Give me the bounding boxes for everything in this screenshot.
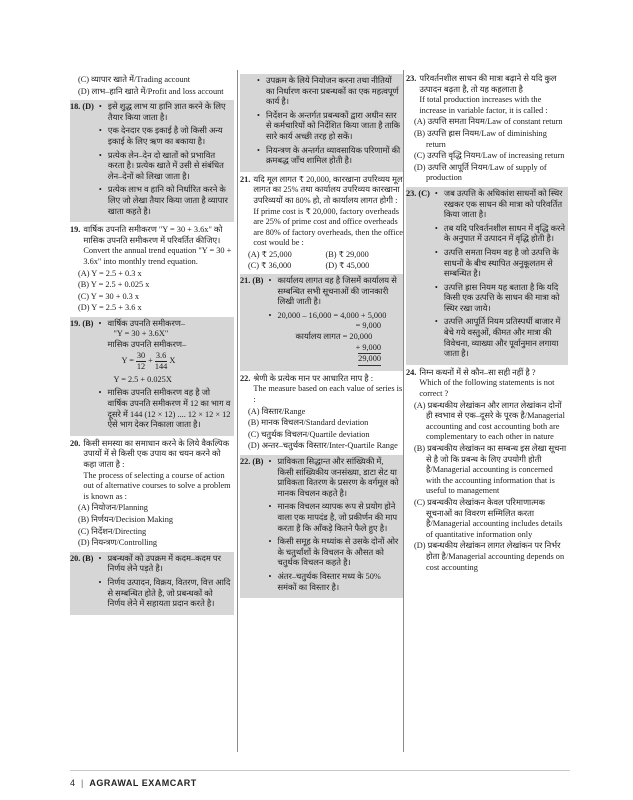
answer-point: • उपक्रम के लिये नियोजन करना तथा नीतियों का निर्धारण करना प्रबन्धकों का एक महत्वपूर्ण कार्य है।: [266, 76, 401, 108]
question-20: [70, 439, 234, 503]
option-b: (B) उत्पत्ति ह्रास नियम/Law of diminishing return: [414, 128, 547, 149]
question-hindi: किसी समस्या का समाधान करने के लिये वैकल्पिक उपायों में से किसी एक उपाय का चयन करने को कहा जाता है :: [83, 438, 230, 469]
question-21: [240, 175, 403, 249]
answer-point: • उत्पत्ति ह्रास नियम यह बताता है कि यदि किसी एक उत्पत्ति के साधन की मात्रा को स्थिर रखा जाये।: [444, 283, 566, 315]
page-footer: [70, 778, 197, 788]
option-d: (D) नियन्त्रण/Controlling: [78, 538, 157, 548]
monthly-formula: [107, 351, 232, 373]
question-hindi: यदि मूल लागत ₹ 20,000, कारखाना उपरिव्यय मूल लागत का 25% तथा कार्यालय उपरिव्यय कारखाना उपरिव्ययों का 80% हो, तो कार्यालय लागत होगी :: [253, 174, 403, 205]
answer-key: (B): [252, 457, 264, 466]
answer-number: 20.: [70, 553, 81, 563]
option-a: (A) नियोजन/Planning: [78, 503, 148, 513]
column-3: [406, 74, 568, 574]
question-number: 21.: [240, 174, 251, 184]
column-2: [240, 74, 403, 601]
plus-sign: +: [148, 356, 153, 366]
answer-point: • प्रबन्धकों को उपक्रम में कदम–कदम पर निर्णय लेने पड़ते है।: [107, 554, 232, 575]
answer-point: • निर्देशन के अन्तर्गत प्रबन्धकों द्वारा अधीन स्तर से कर्मचारियों को निर्देशित किया जाता है ताकि सारे कार्य अच्छी तरह हो सकें।: [266, 111, 401, 143]
footer-rule: [70, 770, 570, 771]
answer-point: • जब उत्पत्ति के अधिकांश साधनों को स्थिर रखकर एक साधन की मात्रा को परिवर्तित किया जाता है।: [444, 189, 566, 221]
option-a: (A) Y = 2.5 + 0.3 x: [78, 268, 142, 278]
option-c: (C) उत्पत्ति वृद्धि नियम/Law of increasing return: [414, 151, 565, 161]
calc-total: 29,000: [358, 353, 381, 366]
answer-23: [406, 187, 568, 365]
answer-key: (C): [418, 188, 430, 198]
answer-21: [240, 274, 403, 371]
question-english: The process of selecting a course of action out of alternative courses to solve a problem is known as :: [83, 470, 231, 501]
option-c: (C) व्यापार खाते में/Trading account: [78, 75, 191, 84]
answer-number: 21.: [240, 276, 251, 286]
page-number: 4: [70, 778, 76, 788]
answer-point: • अंतर–चतुर्थक विस्तार मध्य के 50% समंकों का विस्तार है।: [277, 572, 401, 593]
answer-point: • मानक विचलन व्यापक रूप से प्रयोग होने वाला एक मापदंड है, जो प्रकीर्णन की माप करता है कि आँकड़े कितने फैले हुए है।: [277, 502, 401, 534]
calc-line: कार्यालय लागत = 20,000: [295, 332, 373, 342]
answer-number: 19.: [70, 318, 81, 328]
option-c: (C) प्रबन्धकीय लेखांकन केवल परिमाणात्मक सूचनाओं का विवरण सम्मिलित करता है/Managerial accounting includes details of quantitative information only: [414, 497, 563, 539]
answer-key: (B): [252, 276, 264, 286]
denominator: 144: [154, 362, 168, 372]
question-22: [240, 374, 403, 406]
question-number: 22.: [240, 373, 251, 383]
option-d: (D) प्रबन्धकीय लेखांकन लागत लेखांकन पर निर्भर होता है/Managerial accounting depends on cost accounting: [414, 541, 565, 572]
answer-point: • तब यदि परिवर्तनशील साधन में वृद्धि करने के अनुपात में उत्पादन में वृद्धि होती है।: [444, 224, 566, 245]
answer-22: [240, 455, 403, 598]
option-b: (B) निर्णयन/Decision Making: [78, 514, 173, 524]
option-b: (B) ₹ 29,000: [325, 249, 369, 259]
answer-point: • प्राविकता सिद्धान्त और सांख्यिकी में, किसी सांख्यिकीय जनसंख्या, डाटा सेट या प्राविकता वितरण के प्रसरण के वर्गमूल को मानक विचलन कहते है।: [277, 457, 401, 499]
question-english: If total production increases with the increase in variable factor, it is called :: [419, 95, 548, 115]
option-c: (C) चतुर्थक विचलन/Quartile deviation: [248, 429, 370, 439]
question-number: 23.: [406, 74, 417, 83]
answer-point: • इसे शुद्ध लाभ या हानि ज्ञात करने के लिए तैयार किया जाता है।: [108, 102, 232, 123]
answer-point: • वार्षिक उपनति समीकरण–: [107, 318, 186, 328]
option-c: (C) निर्देशन/Directing: [78, 526, 147, 536]
answer-point: • नियन्त्रण के अन्तर्गत व्यावसायिक परिणामों की क्रमबद्ध जाँच शामिल होती है।: [266, 146, 401, 167]
question-19: [70, 225, 234, 267]
option-d: (D) उत्पत्ति आपूर्ति नियम/Law of supply of production: [414, 162, 547, 183]
answer-point: • एक देनदार एक इकाई है जो किसी अन्य इकाई के लिए ऋण का बकाया है।: [108, 126, 232, 147]
option-d: (D) लाभ–हानि खाते में/Profit and loss account: [78, 86, 224, 96]
option-b: (B) Y = 2.5 + 0.025 x: [78, 280, 150, 290]
answer-point: • मासिक उपनति समीकरण वह है जो वार्षिक उपनति समीकरण में 12 का भाग व दूसरे में 144 (12 × 12) .... 12 × 12 × 12 ऐसे भाग देकर निकाला जाता है।: [107, 388, 232, 430]
fraction-1: [136, 351, 146, 373]
brand-logo: AGRAWAL EXAMCART: [89, 778, 197, 788]
column-1: [70, 74, 234, 618]
question-hindi: परिवर्तनशील साधन की मात्रा बढ़ाने से यदि कुल उत्पादन बढ़ता है, तो यह कहलाता है: [419, 74, 557, 94]
option-c: (C) Y = 30 + 0.3 x: [78, 291, 140, 301]
option-d: (D) Y = 2.5 + 3.6 x: [78, 303, 142, 313]
answer-point: • उत्पत्ति समता नियम वह है जो उत्पत्ति के साधनों के बीच स्थापित अनुकूलतम से सम्बन्धित है।: [444, 248, 566, 280]
numerator: 30: [136, 351, 146, 363]
answer-key: (B): [82, 318, 94, 328]
question-english: The measure based on each value of series is :: [253, 384, 403, 405]
variable-x: X: [169, 356, 176, 366]
question-24: [406, 368, 568, 400]
options-grid: [240, 250, 403, 271]
answer-number: 22.: [240, 457, 251, 466]
answer-20-continued: [240, 74, 403, 172]
option-a: (A) उत्पत्ति समता नियम/Law of constant return: [414, 117, 563, 127]
option-b: (B) प्रबन्धकीय लेखांकन का सम्बन्ध इस लेखा सूचना से है जो कि प्रबन्ध के लिए उपयोगी होती है/Managerial accounting is concerned with the accounting information that is useful to management: [414, 444, 567, 496]
annual-equation: "Y = 30 + 3.6X": [113, 329, 169, 339]
formula-lhs: Y =: [121, 356, 134, 366]
answer-text: मासिक उपनति समीकरण–: [107, 340, 187, 350]
calc-line: = 9,000: [355, 321, 381, 331]
calc-line: • 20,000 – 16,000 = 4,000 + 5,000: [277, 310, 387, 320]
answer-point: • निर्णय उत्पादन, विक्रय, वितरण, वित्त आदि से सम्बन्धित होते है, जो प्रबन्धकों को निर्णय लेने में सहायता प्रदान करते है।: [107, 578, 232, 610]
option-a: (A) ₹ 25,000: [248, 249, 292, 259]
footer-separator: |: [81, 778, 84, 788]
option-a: (A) प्रबन्धकीय लेखांकन और लागत लेखांकन दोनों ही स्वभाव से एक–दूसरे के पूरक है/Managerial accounting and cost accounting both are complementary to each other in nature: [414, 400, 565, 442]
answer-point: • प्रत्येक लाभ व हानि को निर्धारित करने के लिए जो लेखा तैयार किया जाता है व्यापार खाता कहते है।: [108, 185, 232, 217]
question-hindi: निम्न कथनों में से कौन–सा सही नहीं है ?: [419, 367, 536, 377]
calc-line: + 9,000: [355, 342, 381, 352]
answer-point: • कार्यालय लागत वह है जिसमें कार्यालय से सम्बन्धित सभी सूचनाओं की जानकारी लिखी जाती है।: [277, 276, 401, 308]
answer-key: (D): [82, 102, 94, 112]
answer-point: • प्रत्येक लेन–देन दो खातों को प्रभावित करता है। प्रत्येक खाते में उसी से संबंधित लेन–देनों को लिखा जाता है।: [108, 151, 232, 183]
option-b: (B) मानक विचलन/Standard deviation: [248, 418, 369, 428]
numerator: 3.6: [155, 351, 167, 363]
question-hindi: श्रेणी के प्रत्येक मान पर आधारित माप है :: [253, 373, 374, 383]
fraction-2: [155, 351, 167, 373]
answer-19: [70, 317, 234, 436]
answer-18: [70, 100, 234, 222]
answer-point: • उत्पत्ति आपूर्ति नियम प्रतिस्पर्धी बाजार में बेचे गये वस्तुओं, कीमत और मात्रा की विवेचना, व्याख्या और पूर्वानुमान लगाया जाता है।: [444, 317, 566, 359]
question-number: 20.: [70, 438, 81, 448]
question-number: 19.: [70, 225, 81, 235]
answer-number: 18.: [70, 102, 81, 112]
option-c: (C) ₹ 36,000: [248, 260, 292, 270]
answer-key: (B): [82, 553, 94, 563]
question-english: Which of the following statements is not correct ?: [419, 378, 555, 399]
question-english: If prime cost is ₹ 20,000, factory overheads are 25% of prime cost and office overheads are 80% of factory overheads, then the office cost would be :: [253, 206, 403, 248]
answer-number: 23.: [406, 188, 417, 198]
option-d: (D) अन्तर–चतुर्थक विस्तार/Inter-Quartile Range: [248, 441, 398, 451]
answer-point: • किसी समूह के मध्यांक से उसके दोनों ओर के चतुर्थांशों के विचलन के औसत को चतुर्थक विचलन कहते है।: [277, 537, 401, 569]
denominator: 12: [136, 362, 146, 372]
question-number: 24.: [406, 367, 417, 377]
answer-20: [70, 552, 234, 615]
option-d: (D) ₹ 45,000: [325, 260, 370, 270]
question-english: Convert the annual trend equation "Y = 30 + 3.6x" into monthly trend equation.: [83, 246, 232, 266]
column-divider-2: [403, 70, 404, 752]
monthly-equation: Y = 2.5 + 0.025X: [113, 374, 172, 384]
question-23: [406, 74, 568, 116]
question-hindi: वार्षिक उपनति समीकरण "Y = 30 + 3.6x" को मासिक उपनति समीकरण में परिवर्तित कीजिए।: [83, 225, 223, 245]
column-divider-1: [237, 70, 238, 752]
option-a: (A) विस्तार/Range: [248, 406, 306, 416]
